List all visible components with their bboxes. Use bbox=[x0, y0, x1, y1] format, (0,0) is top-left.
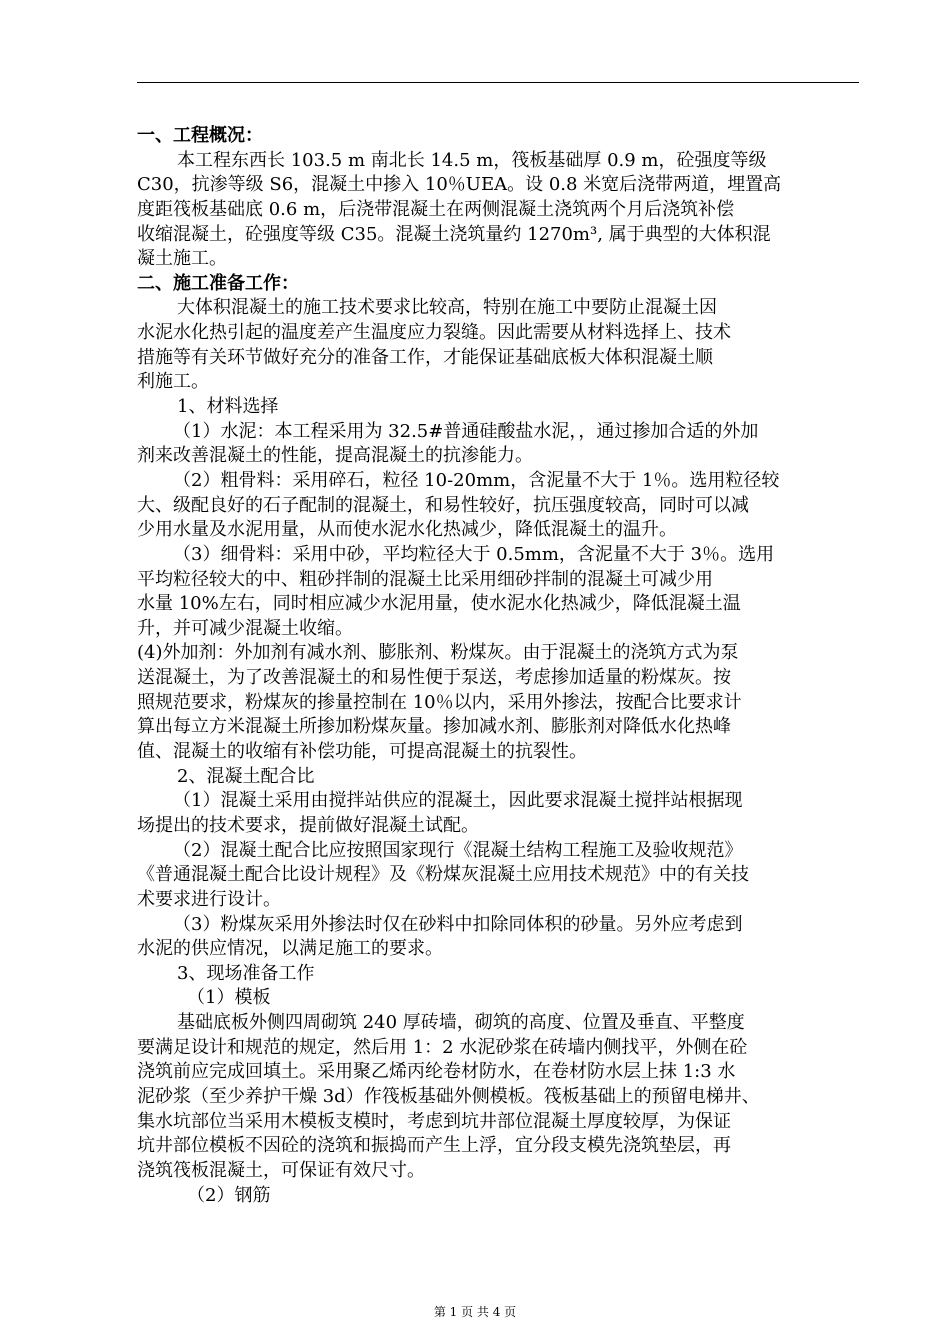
section-heading-preparation: 二、施工准备工作： bbox=[137, 272, 299, 294]
paragraph-line: 值、混凝土的收缩有补偿功能，可提高混凝土的抗裂性。 bbox=[137, 741, 587, 763]
page-footer: 第 1 页 共 4 页 bbox=[433, 1305, 517, 1319]
paragraph-line: 水量 10%左右，同时相应减少水泥用量，使水泥水化热减少，降低混凝土温 bbox=[137, 593, 741, 615]
document-body bbox=[137, 124, 859, 1208]
paragraph-line: 术要求进行设计。 bbox=[137, 888, 281, 910]
paragraph-line: 浇筑前应完成回填土。采用聚乙烯丙纶卷材防水，在卷材防水层上抹 1:3 水 bbox=[137, 1061, 736, 1083]
paragraph-line: 水泥水化热引起的温度差产生温度应力裂缝。因此需要从材料选择上、技术 bbox=[137, 322, 731, 344]
paragraph-line: 《普通混凝土配合比设计规程》及《粉煤灰混凝土应用技术规范》中的有关技 bbox=[137, 864, 749, 886]
subheading-formwork: （1）模板 bbox=[187, 987, 271, 1009]
paragraph-line: 基础底板外侧四周砌筑 240 厚砖墙，砌筑的高度、位置及垂直、平整度 bbox=[177, 1012, 745, 1034]
paragraph-line: (4)外加剂：外加剂有减水剂、膨胀剂、粉煤灰。由于混凝土的浇筑方式为泵 bbox=[137, 642, 739, 664]
paragraph-line: 剂来改善混凝土的性能，提高混凝土的抗渗能力。 bbox=[137, 445, 533, 467]
paragraph-line: （1）混凝土采用由搅拌站供应的混凝土，因此要求混凝土搅拌站根据现 bbox=[173, 790, 743, 812]
paragraph-line: （3）细骨料：采用中砂，平均粒径大于 0.5mm，含泥量不大于 3％。选用 bbox=[173, 543, 775, 565]
paragraph-line: 大体积混凝土的施工技术要求比较高，特别在施工中要防止混凝土因 bbox=[177, 297, 717, 319]
paragraph-line: 算出每立方米混凝土所掺加粉煤灰量。掺加减水剂、膨胀剂对降低水化热峰 bbox=[137, 716, 731, 738]
paragraph-line: 坑井部位模板不因砼的浇筑和振捣而产生上浮，宜分段支模先浇筑垫层，再 bbox=[137, 1135, 731, 1157]
paragraph-line: 措施等有关环节做好充分的准备工作，才能保证基础底板大体积混凝土顺 bbox=[137, 346, 713, 368]
paragraph-line: 场提出的技术要求，提前做好混凝土试配。 bbox=[137, 814, 479, 836]
paragraph-line: 少用水量及水泥用量，从而使水泥水化热减少，降低混凝土的温升。 bbox=[137, 519, 677, 541]
paragraph-line: （2）粗骨料：采用碎石，粒径 10-20mm，含泥量不大于 1％。选用粒径较 bbox=[173, 469, 780, 491]
paragraph-line: 凝土施工。 bbox=[137, 248, 227, 270]
subheading-rebar: （2）钢筋 bbox=[187, 1184, 271, 1206]
paragraph-line: （1）水泥：本工程采用为 32.5#普通硅酸盐水泥，，通过掺加合适的外加 bbox=[173, 420, 759, 442]
paragraph-line: 要满足设计和规范的规定，然后用 1：2 水泥砂浆在砖墙内侧找平，外侧在砼 bbox=[137, 1036, 748, 1058]
paragraph-line: 利施工。 bbox=[137, 371, 209, 393]
paragraph-line: 收缩混凝土，砼强度等级 C35。混凝土浇筑量约 1270m³, 属于典型的大体积混 bbox=[137, 223, 771, 245]
paragraph-line: 度距筏板基础底 0.6 m，后浇带混凝土在两侧混凝土浇筑两个月后浇筑补偿 bbox=[137, 198, 735, 220]
subheading-material: 1、材料选择 bbox=[177, 396, 279, 418]
paragraph-line: 平均粒径较大的中、粗砂拌制的混凝土比采用细砂拌制的混凝土可减少用 bbox=[137, 568, 713, 590]
paragraph-line: 升，并可减少混凝土收缩。 bbox=[137, 617, 353, 639]
paragraph-line: C30，抗渗等级 S6，混凝土中掺入 10％UEA。设 0.8 米宽后浇带两道，埋置高 bbox=[137, 174, 782, 196]
section-heading-overview: 一、工程概况： bbox=[137, 125, 263, 146]
header-rule bbox=[137, 82, 859, 83]
paragraph-line: 本工程东西长 103.5 m 南北长 14.5 m，筏板基础厚 0.9 m，砼强度等级 bbox=[177, 149, 767, 171]
paragraph-line: 送混凝土，为了改善混凝土的和易性便于泵送，考虑掺加适量的粉煤灰。按 bbox=[137, 667, 731, 689]
paragraph-line: 水泥的供应情况，以满足施工的要求。 bbox=[137, 938, 443, 960]
subheading-mix-ratio: 2、混凝土配合比 bbox=[177, 765, 315, 787]
paragraph-line: 大、级配良好的石子配制的混凝土，和易性较好，抗压强度较高，同时可以减 bbox=[137, 494, 749, 516]
paragraph-line: 泥砂浆（至少养护干燥 3d）作筏板基础外侧模板。筏板基础上的预留电梯井、 bbox=[137, 1085, 760, 1107]
paragraph-line: 集水坑部位当采用木模板支模时，考虑到坑井部位混凝土厚度较厚，为保证 bbox=[137, 1110, 731, 1132]
paragraph-line: （3）粉煤灰采用外掺法时仅在砂料中扣除同体积的砂量。另外应考虑到 bbox=[173, 913, 743, 935]
paragraph-line: 照规范要求，粉煤灰的掺量控制在 10％以内，采用外掺法，按配合比要求计 bbox=[137, 691, 742, 713]
paragraph-line: （2）混凝土配合比应按照国家现行《混凝土结构工程施工及验收规范》 bbox=[173, 839, 743, 861]
subheading-site-preparation: 3、现场准备工作 bbox=[177, 962, 315, 984]
paragraph-line: 浇筑筏板混凝土，可保证有效尺寸。 bbox=[137, 1159, 425, 1181]
